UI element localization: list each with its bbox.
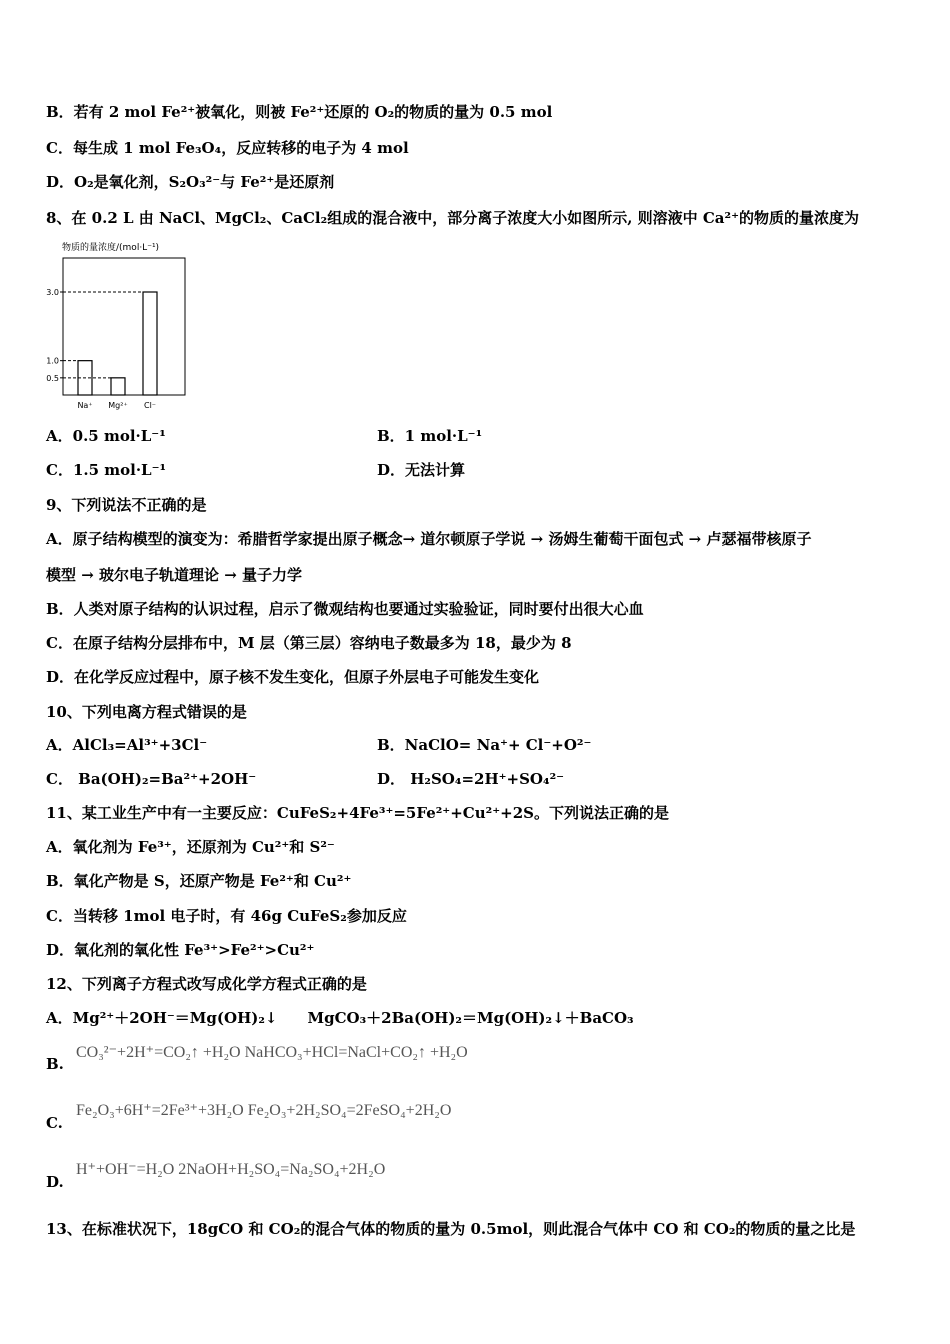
option-7d: D．O₂是氧化剂，S₂O₃²⁻与 Fe²⁺是还原剂: [46, 173, 335, 191]
option-7b: B．若有 2 mol Fe²⁺被氧化，则被 Fe²⁺还原的 O₂的物质的量为 0.5 mol: [46, 103, 553, 121]
option-10b: B．NaClO= Na⁺+ Cl⁻+O²⁻: [377, 736, 592, 754]
x-tick-label-1: Mg²⁺: [108, 401, 128, 410]
option-12c-label: C.: [46, 1114, 63, 1132]
option-8b: B．1 mol·L⁻¹: [377, 427, 483, 445]
option-9d: D．在化学反应过程中，原子核不发生变化，但原子外层电子可能发生变化: [46, 668, 540, 686]
option-8d: D．无法计算: [377, 461, 466, 479]
y-tick-label-0: 3.0: [46, 288, 59, 297]
option-8c: C．1.5 mol·L⁻¹: [46, 461, 167, 479]
option-8a: A．0.5 mol·L⁻¹: [46, 427, 166, 445]
y-tick-label-2: 0.5: [46, 373, 59, 383]
option-10a: A．AlCl₃=Al³⁺+3Cl⁻: [46, 736, 208, 754]
option-11b: B．氧化产物是 S，还原产物是 Fe²⁺和 Cu²⁺: [46, 872, 352, 890]
x-tick-label-2: Cl⁻: [143, 401, 157, 410]
option-11a: A．氧化剂为 Fe³⁺，还原剂为 Cu²⁺和 S²⁻: [46, 838, 335, 856]
option-9a-cont: 模型 → 玻尔电子轨道理论 → 量子力学: [46, 566, 303, 584]
question-9: 9、下列说法不正确的是: [46, 496, 207, 514]
question-13: 13、在标准状况下，18gCO 和 CO₂的混合气体的物质的量为 0.5mol，则此混合气体中 CO 和 CO₂的物质的量之比是: [46, 1220, 856, 1238]
bar-2: [143, 292, 157, 395]
option-10d: D． H₂SO₄=2H⁺+SO₄²⁻: [377, 770, 565, 788]
option-10c: C． Ba(OH)₂=Ba²⁺+2OH⁻: [46, 770, 257, 788]
option-12c-equation: Fe₂O₃+6H⁺=2Fe³⁺+3H₂O Fe₂O₃+2H₂SO₄=2FeSO₄+2H₂O: [76, 1102, 452, 1119]
x-tick-label-0: Na⁺: [77, 401, 93, 410]
question-11: 11、某工业生产中有一主要反应：CuFeS₂+4Fe³⁺=5Fe²⁺+Cu²⁺+2S。下列说法正确的是: [46, 804, 669, 822]
option-11d: D．氧化剂的氧化性 Fe³⁺>Fe²⁺>Cu²⁺: [46, 941, 315, 959]
ion-concentration-chart: [40, 236, 200, 416]
option-12d-label: D.: [46, 1173, 64, 1191]
option-12b-equation: CO₃²⁻+2H⁺=CO₂↑ +H₂O NaHCO₃+HCl=NaCl+CO₂↑ +H₂O: [76, 1044, 468, 1061]
question-8: 8、在 0.2 L 由 NaCl、MgCl₂、CaCl₂组成的混合液中，部分离子浓度大小如图所示, 则溶液中 Ca²⁺的物质的量浓度为: [46, 209, 860, 227]
option-12b-label: B.: [46, 1055, 64, 1073]
option-11c: C．当转移 1mol 电子时，有 46g CuFeS₂参加反应: [46, 907, 407, 925]
option-9b: B．人类对原子结构的认识过程，启示了微观结构也要通过实验验证，同时要付出很大心血: [46, 600, 644, 618]
chart-title: 物质的量浓度/(mol·L⁻¹): [62, 243, 160, 253]
option-7c: C．每生成 1 mol Fe₃O₄，反应转移的电子为 4 mol: [46, 139, 409, 157]
question-12: 12、下列离子方程式改写成化学方程式正确的是: [46, 975, 367, 993]
option-12a: A．Mg²⁺＋2OH⁻＝Mg(OH)₂↓ MgCO₃＋2Ba(OH)₂＝Mg(OH)₂↓＋BaCO₃: [46, 1009, 634, 1027]
question-10: 10、下列电离方程式错误的是: [46, 703, 247, 721]
option-12d-equation: H⁺+OH⁻=H₂O 2NaOH+H₂SO₄=Na₂SO₄+2H₂O: [76, 1161, 386, 1178]
y-tick-label-1: 1.0: [46, 356, 59, 366]
option-9a: A．原子结构模型的演变为：希腊哲学家提出原子概念→ 道尔顿原子学说 → 汤姆生葡萄干面包式 → 卢瑟福带核原子: [46, 530, 812, 548]
bar-1: [111, 378, 125, 395]
option-9c: C．在原子结构分层排布中，M 层（第三层）容纳电子数最多为 18，最少为 8: [46, 634, 572, 652]
